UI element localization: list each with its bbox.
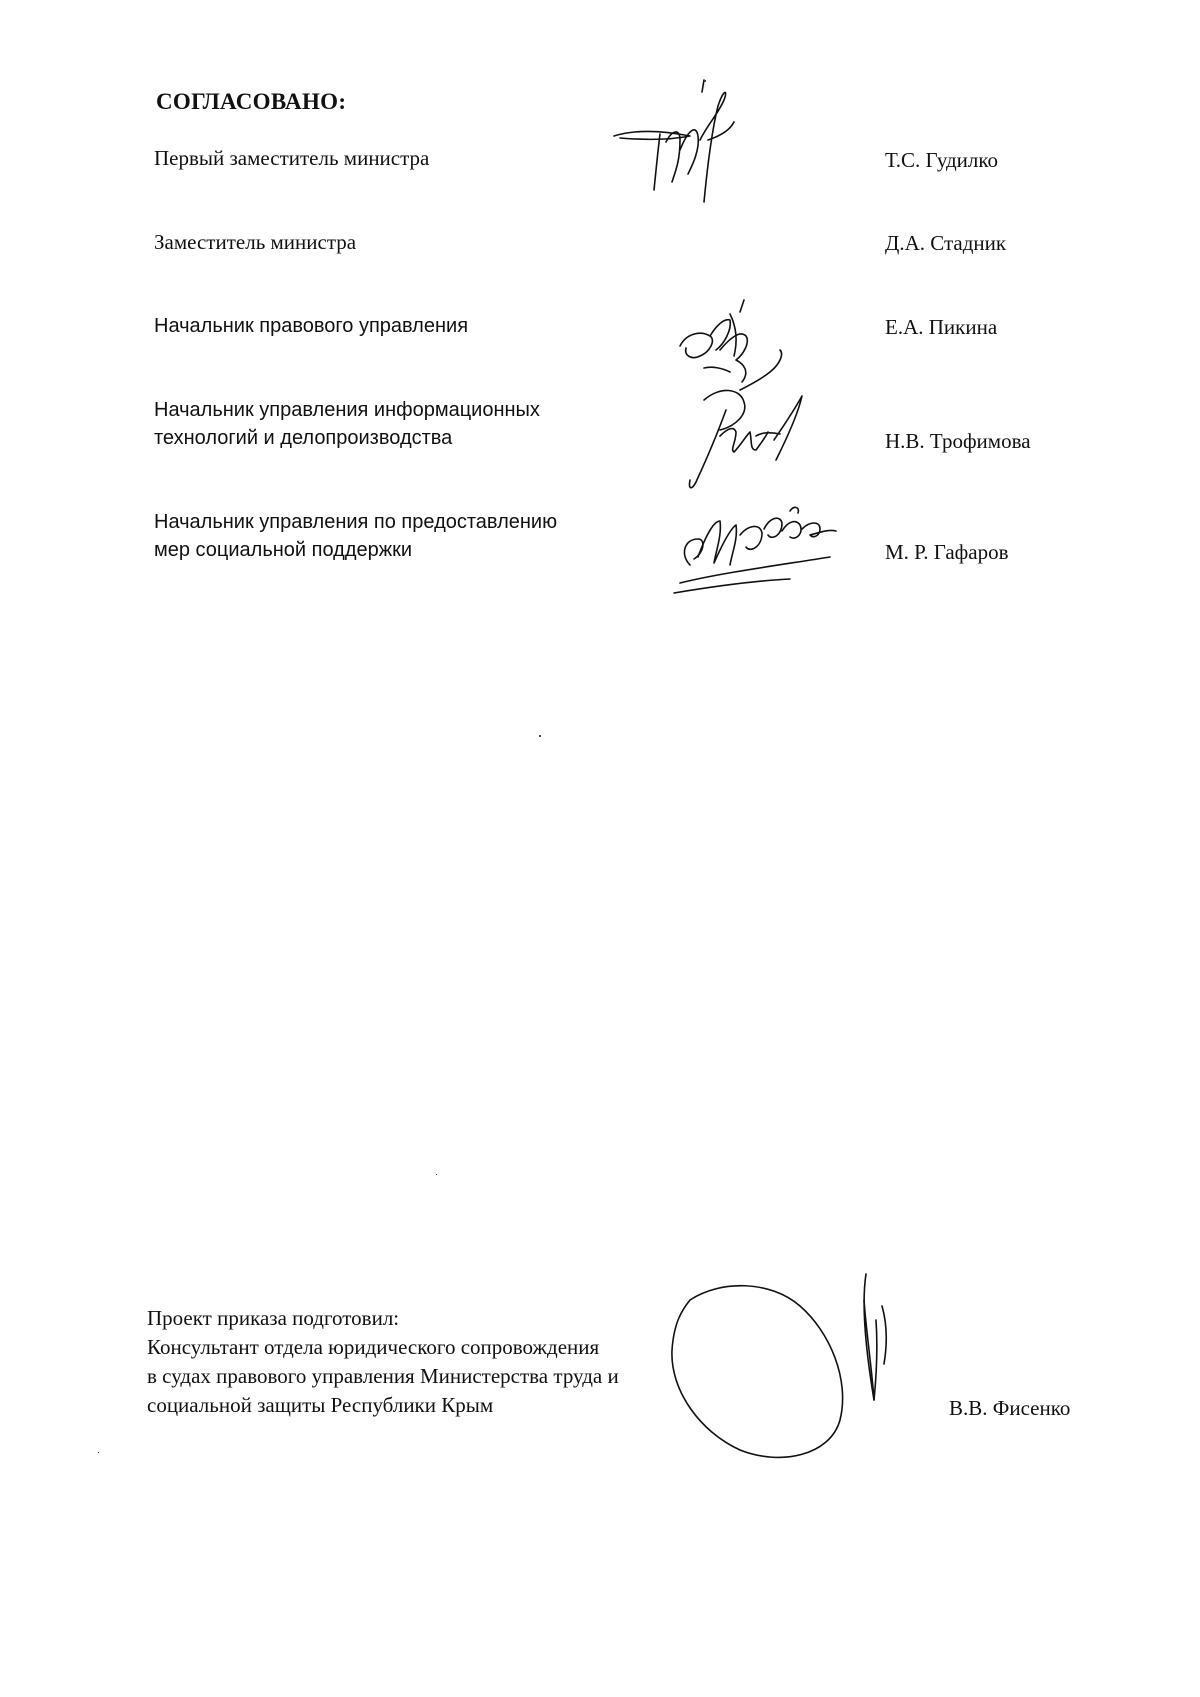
position-line: Начальник управления по предоставлению: [154, 511, 558, 533]
prepared-line: Проект приказа подготовил:: [147, 1306, 400, 1330]
approver-name: Т.С. Гудилко: [885, 148, 999, 172]
prepared-by-block: [147, 1304, 619, 1420]
position-line: Заместитель министра: [154, 230, 357, 254]
signature-trofimova: [670, 370, 820, 500]
approver-position: [154, 508, 557, 564]
signature-gudilko: [600, 70, 780, 210]
prepared-line: в судах правового управления Министерства труда и: [147, 1364, 619, 1388]
prepared-line: Консультант отдела юридического сопровождения: [147, 1335, 600, 1359]
approver-name: Е.А. Пикина: [885, 315, 998, 339]
signature-gafarov: [670, 495, 870, 605]
approver-name: М. Р. Гафаров: [885, 540, 1009, 564]
position-line: Начальник управления информационных: [154, 399, 540, 421]
approval-heading: СОГЛАСОВАНО:: [156, 89, 347, 114]
approver-position: [154, 312, 468, 340]
signature-fisenko: [660, 1260, 910, 1480]
position-line: мер социальной поддержки: [154, 539, 413, 561]
approver-name: Н.В. Трофимова: [885, 429, 1031, 453]
position-line: Первый заместитель министра: [154, 146, 430, 170]
scan-speck: [98, 1452, 99, 1453]
position-line: технологий и делопроизводства: [154, 427, 453, 449]
preparer-name: В.В. Фисенко: [949, 1396, 1071, 1420]
approver-position: [154, 144, 429, 172]
approver-position: [154, 396, 540, 452]
approver-name: Д.А. Стадник: [885, 231, 1007, 255]
scan-speck: [704, 80, 706, 82]
scan-speck: [436, 1174, 437, 1175]
prepared-line: социальной защиты Республики Крым: [147, 1393, 494, 1417]
position-line: Начальник правового управления: [154, 315, 469, 337]
scan-speck: [539, 735, 541, 737]
approver-position: [154, 228, 356, 256]
